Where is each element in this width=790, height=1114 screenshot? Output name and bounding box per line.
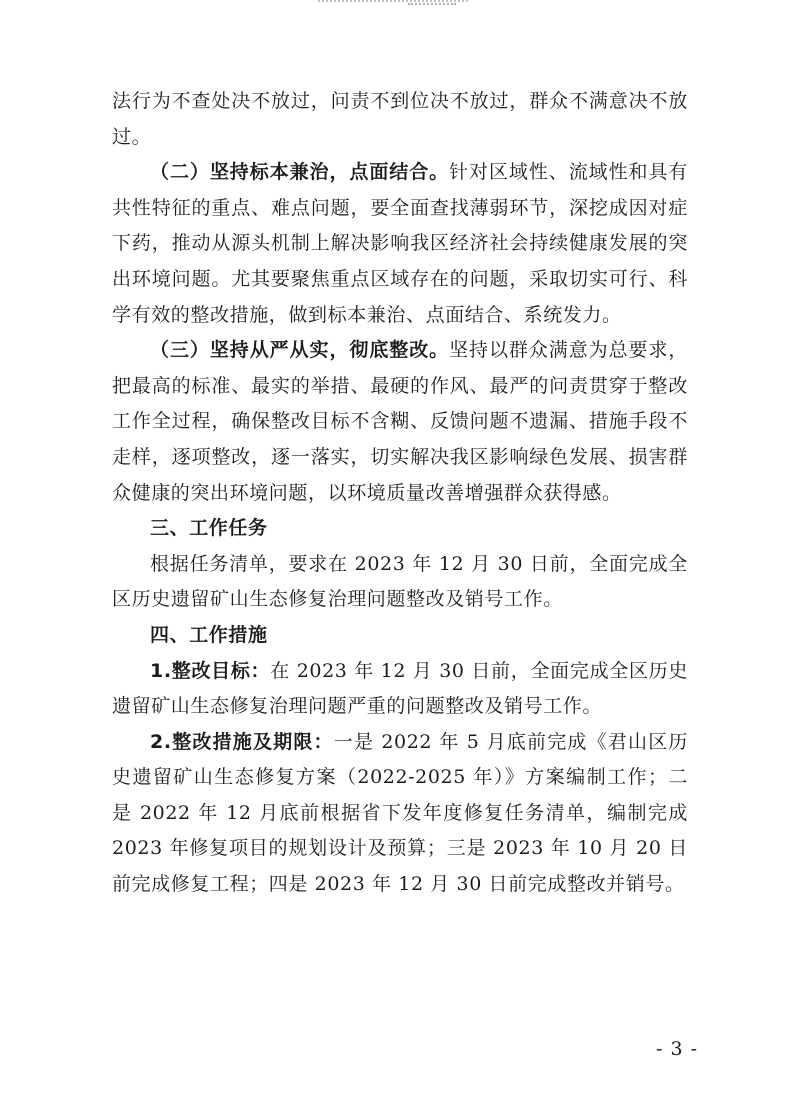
paragraph-principle-3 [112, 333, 688, 511]
goal-text: 在 2023 年 12 月 30 日前，全面完成全区历史遗留矿山生态修复治理问题严重的问题整改及销号工作。 [112, 659, 688, 718]
measures-text: 一是 2022 年 5 月底前完成《君山区历史遗留矿山生态修复方案（2022-2025 年）》方案编制工作；二是 2022 年 12 月底前根据省下发年度修复任务清单，编制完成 2023 年修复项目的规划设计及预算；三是 2023 年 10 月 20 日前完成修复工程；四是 2023 年 12 月 30 日前完成整改并销号。 [112, 730, 688, 896]
principle-2-heading: （二）坚持标本兼治，点面结合。 [150, 161, 450, 184]
page-number: - 3 - [655, 1038, 698, 1060]
paragraph-principle-2 [112, 155, 688, 333]
paragraph-measures-deadline [112, 725, 688, 903]
principle-3-heading: （三）坚持从严从实，彻底整改。 [150, 339, 450, 362]
principle-2-text: 针对区域性、流域性和具有共性特征的重点、难点问题，要全面查找薄弱环节，深挖成因对症下药，推动从源头机制上解决影响我区经济社会持续健康发展的突出环境问题。尤其要聚焦重点区域存在的问题，采取切实可行、科学有效的整改措施，做到标本兼治、点面结合、系统发力。 [112, 161, 688, 326]
paragraph-goal [112, 654, 688, 725]
section-heading-measures: 四、工作措施 [150, 623, 268, 646]
paragraph-continuation: 法行为不查处决不放过，问责不到位决不放过，群众不满意决不放过。 [112, 90, 688, 148]
scan-artifact [408, 3, 456, 11]
goal-label: 1.整改目标： [150, 659, 271, 682]
principle-3-text: 坚持以群众满意为总要求，把最高的标准、最实的举措、最硬的作风、最严的问责贯穿于整改工作全过程，确保整改目标不含糊、反馈问题不遗漏、措施手段不走样，逐项整改，逐一落实，切实解决我区影响绿色发展、损害群众健康的突出环境问题，以环境质量改善增强群众获得感。 [112, 339, 688, 504]
document-body [112, 84, 688, 903]
measures-label: 2.整改措施及期限： [150, 730, 334, 753]
paragraph-tasks: 根据任务清单，要求在 2023 年 12 月 30 日前，全面完成全区历史遗留矿山生态修复治理问题整改及销号工作。 [112, 552, 688, 611]
section-heading-tasks: 三、工作任务 [150, 517, 268, 540]
